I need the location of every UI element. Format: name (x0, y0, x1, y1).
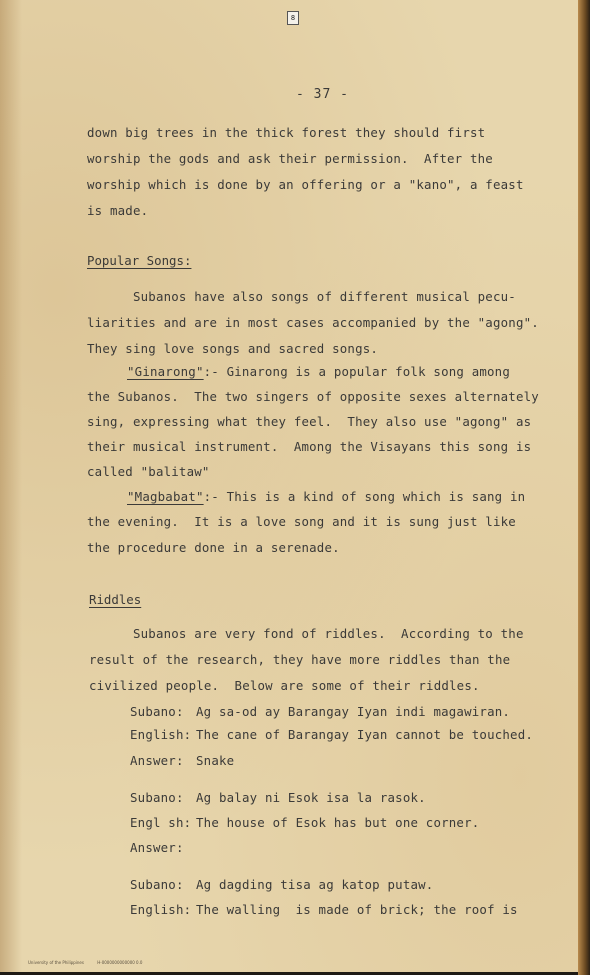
riddle-subano-line (130, 877, 433, 892)
magbabat-text: :- This is a kind of song which is sang in (203, 489, 526, 504)
text-line: civilized people. Below are some of their riddles. (89, 678, 480, 693)
riddle-english: The cane of Barangay Iyan cannot be touched. (196, 727, 534, 742)
riddle-english-line (130, 727, 533, 742)
riddle-label: Answer: (130, 753, 184, 768)
magbabat-definition (127, 489, 525, 504)
text-line: Subanos are very fond of riddles. According to the (87, 626, 524, 641)
riddle-answer: Snake (196, 753, 235, 768)
riddle-answer-line (130, 753, 234, 768)
text-line: worship the gods and ask their permission. After the (87, 151, 493, 166)
text-line: is made. (87, 203, 149, 218)
text-line: the Subanos. The two singers of opposite sexes alternately (87, 389, 539, 404)
riddle-label: Engl sh: (130, 815, 192, 830)
section-heading-popular-songs: Popular Songs: (87, 253, 192, 268)
text-line: result of the research, they have more riddles than the (89, 652, 511, 667)
riddle-subano-line (130, 790, 426, 805)
footer-text: University of the Philippines (28, 960, 84, 965)
riddle-label: English: (130, 727, 192, 742)
text-line: sing, expressing what they feel. They also use "agong" as (87, 414, 532, 429)
riddle-label: Answer: (130, 840, 184, 855)
riddle-english-line (130, 902, 518, 917)
text-line: worship which is done by an offering or a "kano", a feast (87, 177, 524, 192)
riddle-subano: Ag balay ni Esok isa la rasok. (196, 790, 426, 805)
magbabat-term: "Magbabat" (127, 489, 204, 504)
text-line: liarities and are in most cases accompanied by the "agong". (87, 315, 539, 330)
page-number: - 37 - (296, 87, 349, 102)
text-line: down big trees in the thick forest they should first (87, 125, 486, 140)
riddle-english: The house of Esok has but one corner. (196, 815, 480, 830)
text-line: their musical instrument. Among the Visayans this song is (87, 439, 532, 454)
footer-text: H-0000000000000 0.0 (97, 960, 143, 965)
scan-footer (28, 960, 154, 965)
text-line: the procedure done in a serenade. (87, 540, 340, 555)
riddle-label: Subano: (130, 704, 184, 719)
text-line: They sing love songs and sacred songs. (87, 341, 379, 356)
riddle-label: Subano: (130, 790, 184, 805)
section-heading-riddles: Riddles (89, 592, 142, 607)
riddle-subano-line (130, 704, 510, 719)
riddle-english: The walling is made of brick; the roof is (196, 902, 518, 917)
riddle-label: Subano: (130, 877, 184, 892)
text-line: Subanos have also songs of different musical pecu- (87, 289, 516, 304)
riddle-subano: Ag sa-od ay Barangay Iyan indi magawiran. (196, 704, 511, 719)
text-line: called "balitaw" (87, 464, 210, 479)
riddle-subano: Ag dagding tisa ag katop putaw. (196, 877, 434, 892)
book-spine-edge (578, 0, 590, 975)
ginarong-text: :- Ginarong is a popular folk song among (203, 364, 511, 379)
riddle-label: English: (130, 902, 192, 917)
text-line: the evening. It is a love song and it is sung just like (87, 514, 516, 529)
page-tag: 8 (287, 11, 299, 25)
riddle-answer-line (130, 840, 196, 855)
ginarong-definition (127, 364, 510, 379)
riddle-english-line (130, 815, 479, 830)
ginarong-term: "Ginarong" (127, 364, 204, 379)
